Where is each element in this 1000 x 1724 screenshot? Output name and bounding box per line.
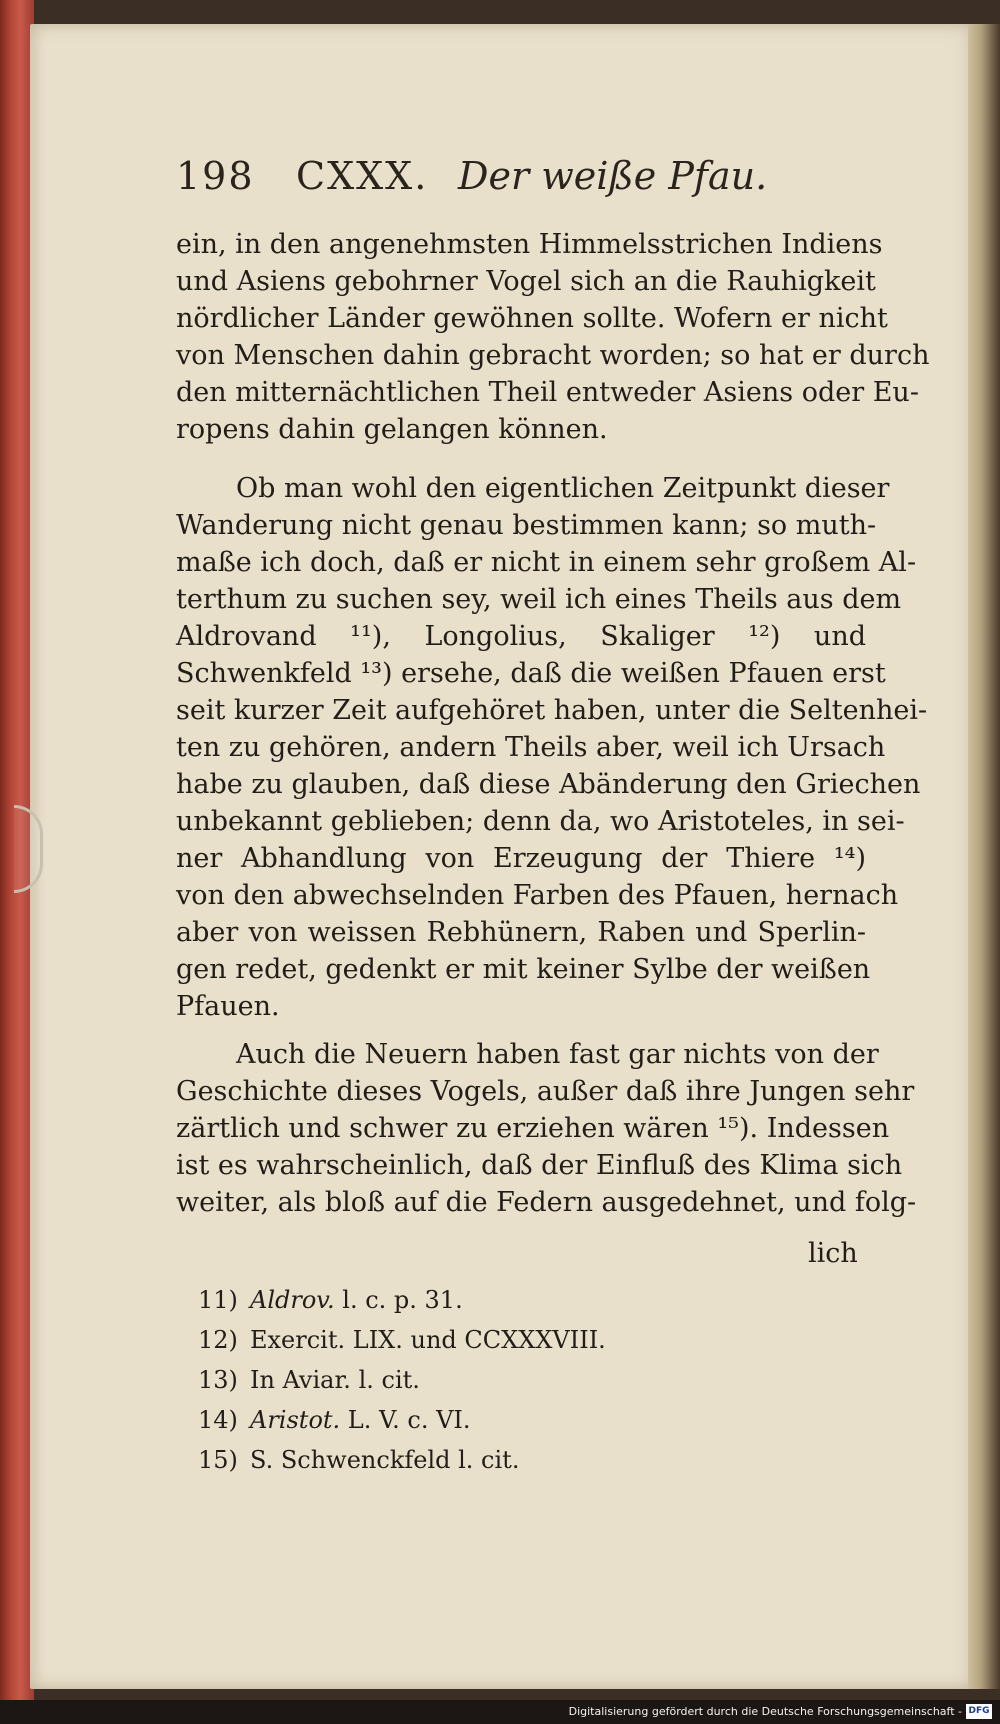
paragraph-1 — [176, 226, 930, 448]
text-line: nördlicher Länder gewöhnen sollte. Wofern er nicht — [176, 303, 888, 334]
footnote-text: In Aviar. l. cit. — [250, 1366, 420, 1394]
text-line: habe zu glauben, daß diese Abänderung den Griechen — [176, 769, 921, 800]
text-line: von den abwechselnden Farben des Pfauen, hernach — [176, 880, 899, 911]
page-header — [176, 150, 916, 210]
text-line: Aldrovand ¹¹), Longolius, Skaliger ¹²) und — [176, 621, 866, 652]
footnote-author: Aldrov. — [250, 1286, 335, 1314]
book-edge-right — [968, 24, 1000, 1689]
text-line: von Menschen dahin gebracht worden; so hat er durch — [176, 340, 930, 371]
text-line: aber von weissen Rebhünern, Raben und Sperlin- — [176, 917, 866, 948]
footnote — [198, 1400, 798, 1440]
footnote — [198, 1360, 798, 1400]
text-line: Geschichte dieses Vogels, außer daß ihre Jungen sehr — [176, 1076, 915, 1107]
dfg-logo: DFG — [966, 1704, 992, 1719]
text-line: terthum zu suchen sey, weil ich eines Theils aus dem — [176, 584, 902, 615]
footnote — [198, 1440, 798, 1480]
footnote-number: 15) — [198, 1446, 238, 1474]
text-line: ropens dahin gelangen können. — [176, 414, 608, 445]
footnote-number: 11) — [198, 1286, 238, 1314]
text-line: unbekannt geblieben; denn da, wo Aristoteles, in sei- — [176, 806, 905, 837]
paragraph-2 — [176, 470, 928, 1025]
text-line: ner Abhandlung von Erzeugung der Thiere ¹⁴) — [176, 843, 866, 874]
text-line: und Asiens gebohrner Vogel sich an die Rauhigkeit — [176, 266, 876, 297]
footnotes — [198, 1280, 798, 1480]
footnote-text: Exercit. LIX. und CCXXXVIII. — [250, 1326, 606, 1354]
text-line: seit kurzer Zeit aufgehöret haben, unter die Seltenhei- — [176, 695, 928, 726]
digitization-credit: Digitalisierung gefördert durch die Deutsche Forschungsgemeinschaft - — [568, 1705, 962, 1718]
footnote — [198, 1320, 798, 1360]
text-line: Schwenkfeld ¹³) ersehe, daß die weißen Pfauen erst — [176, 658, 886, 689]
footnote-text: S. Schwenckfeld l. cit. — [250, 1446, 520, 1474]
running-title: Der weiße Pfau. — [458, 154, 768, 198]
footnote-text: L. V. c. VI. — [340, 1406, 471, 1434]
page-number: 198 — [176, 154, 255, 198]
catchword: lich — [808, 1238, 858, 1269]
text-line: ist es wahrscheinlich, daß der Einfluß des Klima sich — [176, 1150, 903, 1181]
footnote-number: 13) — [198, 1366, 238, 1394]
text-line: Pfauen. — [176, 991, 280, 1022]
text-line: Wanderung nicht genau bestimmen kann; so muth- — [176, 510, 877, 541]
paragraph-3 — [176, 1036, 917, 1221]
text-line: gen redet, gedenkt er mit keiner Sylbe der weißen — [176, 954, 871, 985]
text-line: Ob man wohl den eigentlichen Zeitpunkt dieser — [236, 473, 890, 504]
footnote-author: Aristot. — [250, 1406, 341, 1434]
footnote-number: 14) — [198, 1406, 238, 1434]
text-line: ein, in den angenehmsten Himmelsstrichen Indiens — [176, 229, 883, 260]
footnote-number: 12) — [198, 1326, 238, 1354]
footnote-text: l. c. p. 31. — [334, 1286, 463, 1314]
text-line: den mitternächtlichen Theil entweder Asiens oder Eu- — [176, 377, 919, 408]
footnote — [198, 1280, 798, 1320]
text-line: ten zu gehören, andern Theils aber, weil ich Ursach — [176, 732, 886, 763]
text-line: zärtlich und schwer zu erziehen wären ¹⁵). Indessen — [176, 1113, 890, 1144]
text-line: Auch die Neuern haben fast gar nichts von der — [236, 1039, 879, 1070]
chapter-number: CXXX. — [296, 154, 429, 198]
text-line: maße ich doch, daß er nicht in einem sehr großem Al- — [176, 547, 917, 578]
text-line: weiter, als bloß auf die Federn ausgedehnet, und folg- — [176, 1187, 917, 1218]
